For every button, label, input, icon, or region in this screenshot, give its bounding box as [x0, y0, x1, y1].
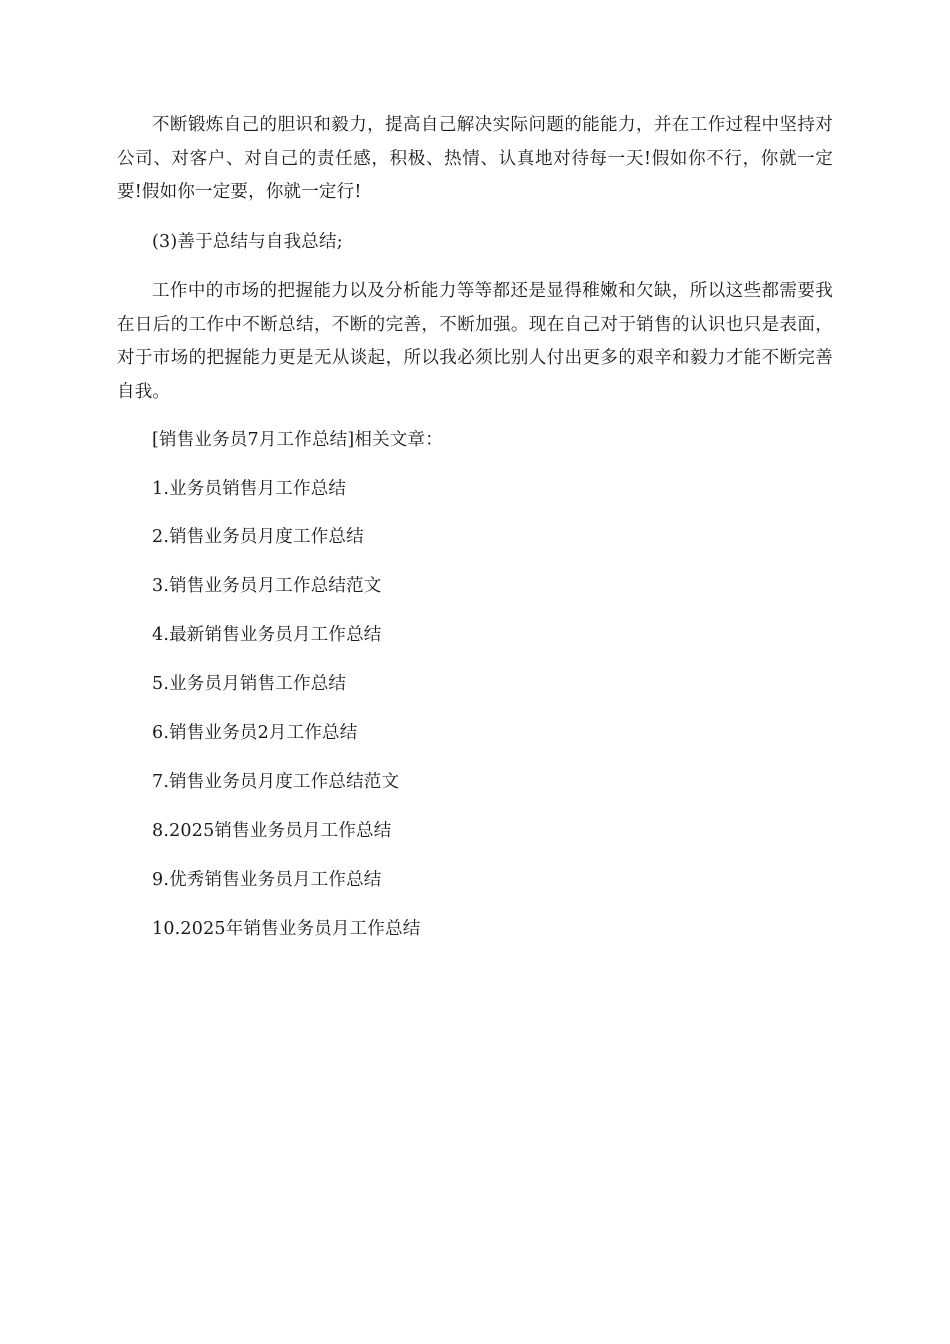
section-heading-summary: (3)善于总结与自我总结;: [152, 231, 343, 252]
related-article-item[interactable]: 5.业务员月销售工作总结: [152, 674, 347, 695]
related-article-item[interactable]: 8.2025销售业务员月工作总结: [152, 820, 392, 841]
related-article-item[interactable]: 4.最新销售业务员月工作总结: [152, 625, 382, 646]
related-article-item[interactable]: 9.优秀销售业务员月工作总结: [152, 869, 382, 890]
related-article-item[interactable]: 3.销售业务员月工作总结范文: [152, 576, 382, 597]
related-article-item[interactable]: 1.业务员销售月工作总结: [152, 478, 347, 499]
document-page: [117, 109, 833, 961]
related-articles-list: [117, 473, 833, 947]
related-article-item[interactable]: 7.销售业务员月度工作总结范文: [152, 771, 400, 792]
related-article-item[interactable]: 2.销售业务员月度工作总结: [152, 527, 364, 548]
related-article-item[interactable]: 6.销售业务员2月工作总结: [152, 722, 358, 743]
body-paragraph-market: 工作中的市场的把握能力以及分析能力等等都还是显得稚嫩和欠缺，所以这些都需要我在日后的工作中不断总结，不断的完善，不断加强。现在自己对于销售的认识也只是表面，对于市场的把握能力更是无从谈起，所以我必须比别人付出更多的艰辛和毅力才能不断完善自我。: [117, 281, 833, 402]
body-paragraph-courage: 不断锻炼自己的胆识和毅力，提高自己解决实际问题的能能力，并在工作过程中坚持对公司、对客户、对自己的责任感，积极、热情、认真地对待每一天!假如你不行，你就一定要!假如你一定要，你就一定行!: [117, 115, 833, 202]
related-articles-heading: [销售业务员7月工作总结]相关文章：: [152, 430, 443, 450]
related-article-item[interactable]: 10.2025年销售业务员月工作总结: [152, 918, 421, 939]
